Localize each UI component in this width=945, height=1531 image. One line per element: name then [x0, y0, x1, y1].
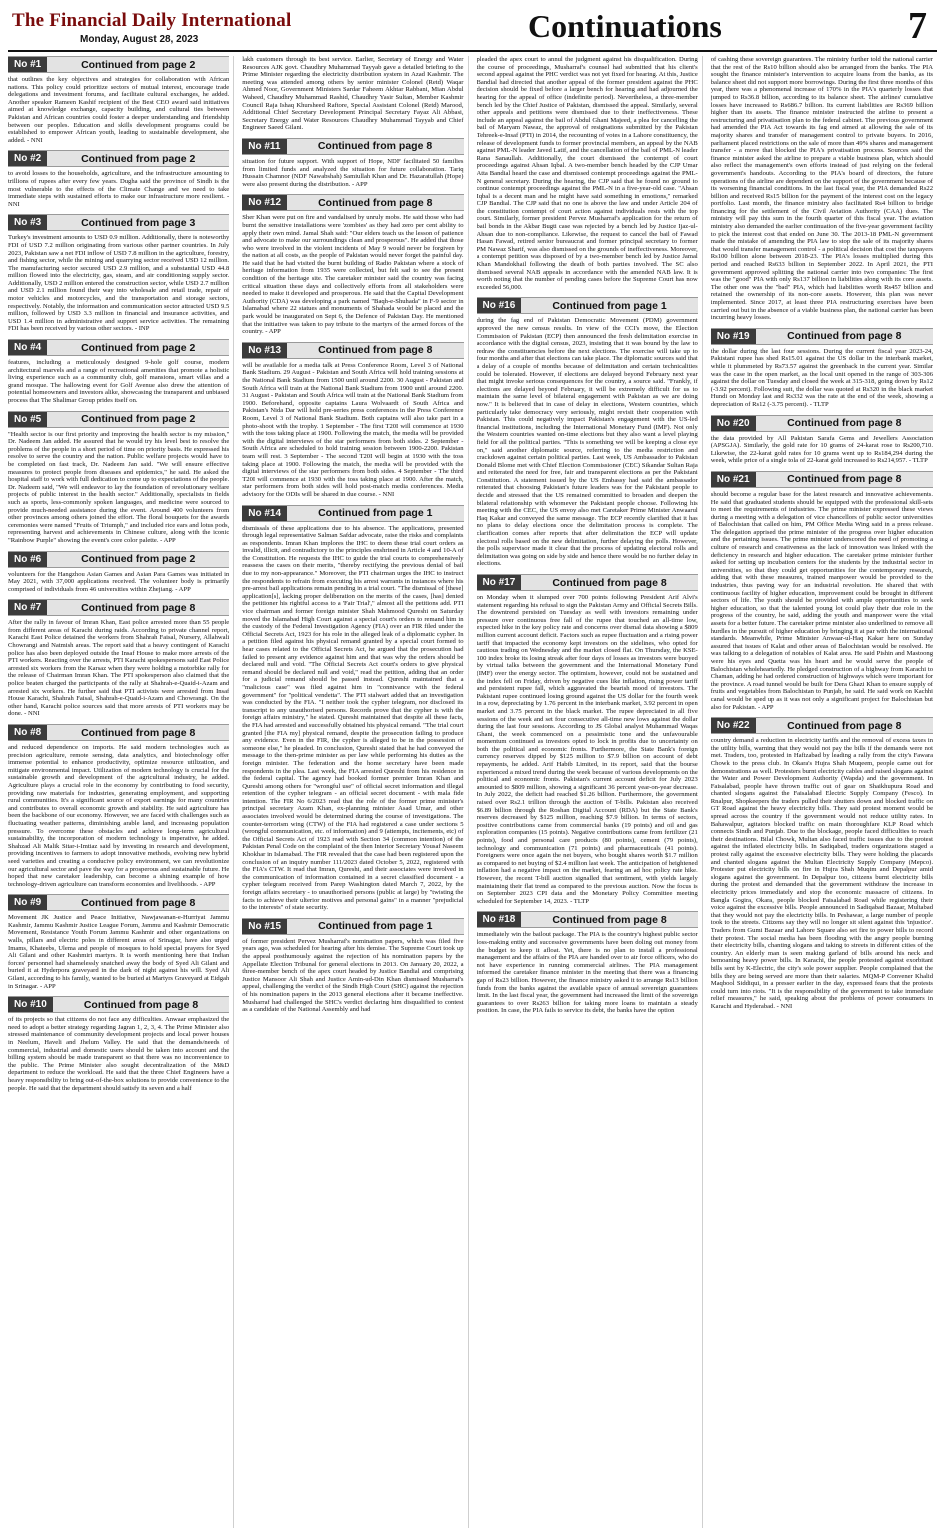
article-header-bar [242, 918, 463, 935]
article-header-bar [242, 505, 463, 522]
article-body-text: on Monday when it slumped over 700 points following President Arif Alvi's statement regarding his refusal to sign the Pakistan Army and Official Secrets Bills. The downtrend persisted on Tuesday as well with investors remaining under pressure over continuous free fall of the rupee that touched an all-time low, expected hike in the key policy rate and concerns over dismal data showing a $809 million current account deficit. Factors such as rupee fluctuation and a rising power tariff that impacted the economy kept investors on the sidelines, who opted for cautious trading on Wednesday and the market closed flat. On Thursday, the KSE-100 index broke its losing streak after four days of losses as investors were buoyed by virtual talks between the government and the International Monetary Fund (IMF) over the energy sector. The optimism, however, could not be sustained and the index fell on Friday, driven by negative cues like inflation, rising power tariff and persistent rupee fall, which aggravated the bearish mood of investors. The Pakistani rupee continued losing ground against the US dollar for the fourth week in a row, depreciating by 1.76 percent in the interbank market, 3.92 percent in open market and 3.75 percent in the black market. The rupee depreciated in all five sessions of the week and set four consecutive all-time new lows against the dollar during the last four sessions. According to JS Global analyst Muhammad Waqas Ghani, the week commenced on a pessimistic tone and the unfavourable momentum continued as investors opted to lock in profits due to uncertainty on both the political and economic fronts. Furthermore, the State Bank's foreign currency reserves dipped by $125 million to $7.9 billion on account of debt repayments, he added. Arif Habib Limited, in its report, said that the bourse experienced a mixed trend during the week because of various developments on the political and economic fronts. Pakistan's current account deficit for July 2023 amounted to $809 million, showing a significant 36 percent year-on-year decrease. In July 2022, the deficit had reached $1.26 billion. Furthermore, the government raised over Rs2.1 trillion through the auction of T-bills. Pakistan also received $6.89 billion through the Roshan Digital Account (RDA) but the State Bank's reserves decreased by $125 million, reaching $7.9 billion. In terms of sectors, positive contributions came from commercial banks (19 points) and oil and gas exploration companies (15 points). Negative contributions came from fertilizer (21 points), food and personal care products (80 points), cement (79 points), technology and communication (71 points) and pharmaceuticals (41 points). Foreigners were once again the net buyers, who bought shares worth $1.7 million as compared to net buying of $2.4 million last week. The anticipation of heightened inflation had a negative impact on the market, fearing an ad hoc policy rate hike. However, the recent T-bill auction signalled that sentiment, with yields largely maintaining their flat trend as compared to the previous auction. Now the focus is on September 2023 CPI data and the Monetary Policy Committee meeting scheduled for September 14, 2023. - TLTP [476, 594, 698, 905]
article-header-bar [8, 996, 229, 1013]
article-body-text: pleaded the apex court to annul the judgment against his disqualification. During the course of proceedings, Musharraf's counsel had submitted that his client's second appeal against the PHC verdict was not yet fixed for hearing. At this, Justice Bandial had directed that another appeal of the former president against the PHC decision should be fixed before a larger bench for hearing and had adjourned the hearing for the appeal of office (indefinite period). Nevertheless, a three-member bench led by the Chief Justice of Pakistan, dismissed the appeal. Similarly, several other appeals and petitions were dismissed due to their ineffectiveness. These include an appeal against the bail of Abdul Ghani Majeed, a plea for cancelling the bail of Maryam Nawaz, the approval of resignations submitted by the Pakistan Tehreek-e-Insaf (PTI) in 2014, the recounting of votes in a Lahore constituency, the release of development funds to former provincial members, an appeal by the NAB against PML-N leader Javed Latif, and the cancellation of the bail of PML-N leader Rana Sanaullah. Additionally, the court dismissed the contempt of court proceedings against Ahsan Iqbal. A two-member bench headed by the CJP Umar Atta Bandial heard the case and dismissed contempt proceedings against the PML-N general secretary. During the hearing, the CJP said that he found no ground to continue contempt proceedings against the PML-N in a five-year-old case. "Ahsan Iqbal is a decent man and he might have said something in emotions," remarked CJP Bandial. The CJP said that no one is above the law and under Article 204 of the constitution contempt of court action against individuals rests with the top court. Similarly, former president Pervez Musharraf's application for the return of bail bonds in the Akbar Bugti case was rejected by a bench led by Justice Ijaz-ul-Ahsan due to non-compliance. Likewise, the request to cancel the bail of Fawad Hasan Fawad, retired senior bureaucrat and former principal secretary to former PM Nawaz Sharif, was also dismissed on the grounds of ineffectiveness. Moreover, a contempt petition was disposed of by a two-member bench led by Justice Jamal Khan Mandokhail following the death of both parties involved. The SC also dismissed several NAB appeals in accordance with the amended NAB law. It is worth noting that the number of pending cases before the Supreme Court has now exceeded 56,000. [476, 56, 698, 291]
page-number: 7 [908, 5, 927, 47]
article-body-text: will be available for a media talk at Press Conference Room, Level 3 of National Bank Stadium. 29 August - Pakistan and South Africa will hold training sessions at the National Bank Stadium from 1500 until around 2200. 30 August - Pakistan and South Africa will train at the National Bank Stadium from 1900 until around 2200. 31 August - Pakistan and South Africa will train at the National Bank Stadium from 1900. Beforehand, opposite captains Laura Wolvaardt of South Africa and Pakistan's Nida Dar will hold pre-series press conferences in the Press Conference Room, Level 3 of National Bank Stadium. Both captains will also take part in a photo-shoot with the trophy. 1 September - The first T20I will commence at 1930 with the toss taking place at 1900. Following the match, the media will be provided with the digital interviews of the star performers from both sides. 2 September - South Africa are scheduled to hold training session between 1900-2200. Pakistan team will rest. 3 September - The second T20I will begin at 1930 with the toss taking place at 1900. Following the match, the media will be provided with the digital interviews of the star performers from both sides. 4 September - The third T20I will commence at 1930 with the toss taking place at 1900. After the match, star performers from both sides will hold post-match media conferences. Media advisory for the ODIs will be shared in due course. - NNI [242, 361, 464, 498]
article-header-bar [477, 911, 698, 928]
article-body-text: of cashing these sovereign guarantees. The ministry further told the national carrier that the rest of the Rs10 billion should also be arranged from the banks. The PIA sought the finance minister's intervention to acquire loans from the banks, as its balance sheet did not support more borrowings. During the first three months of this year, there was a phenomenal increase of 170% in the PIA's quarterly losses that jumped to Rs36.8 billion, according to its balance sheet. The airlines' cumulative losses have increased to Rs686.7 billion. Its current liabilities are Rs369 billion higher than its assets. The finance minister instructed the airline to present a restructuring and privatisation plan to the federal cabinet. The previous government had amended the PIA Act towards its fag end aimed at allowing the sale of its majority shares and transfer of management control to private buyers. In 2016, parliament placed restrictions on the sale of more than 49% shares and management transfer - a move that blocked the PIA's privatisation process. Sources said the finance minister asked the airline to prepare a viable business plan, which should also reflect the management's own efforts instead of just relying on the federal government's handouts. According to the PIA's board of directors, the future operations of the airline are dependent on the support of the government because of its worsening financial conditions. In the last fiscal year, the PIA demanded Rs22 billion and received Rs15 billion for the payment of the interest cost on the legacy portfolio. Last month, the finance ministry also facilitated Rs4 billion to bridge financing for the settlement of the Civil Aviation Authority (CAA) dues. The ministry will pay this sum in the fourth quarter of this fiscal year. The aviation ministry also demanded the earlier continuation of the five-year government facility to pick the interest cost that ended on June 30. The 2013-18 PML-N government made the mistake of amending the PIA law to stop the sale of its majority shares that would transfer management control - a political decision that cost the taxpayers Rs100 billion alone between 2018-23. The PIA's losses multiplied during this period and reached Rs633 billion in September 2022. In April 2021, the PTI government approved splitting the national carrier into two companies: The first was the "good" PIA with only Rs137 billion in liabilities along with its core assets. The other one was the "bad" PIA, which had liabilities worth Rs457 billion and retained the ownership of its non-core assets. However, this plan was never implemented. Since 2017, at least three PIA restructuring exercises have been carried out but in the absence of a viable business plan, the national carrier has been incurring heavy losses. [710, 56, 933, 322]
continued-from-label: Continued from page 2 [81, 553, 196, 565]
article-header-bar [242, 138, 463, 155]
continuation-article [8, 339, 229, 405]
article-header-bar [8, 56, 229, 73]
article-body-text: during the fag end of Pakistan Democratic Movement (PDM) government approved the new census results. In view of the CCI's move, the Election Commission of Pakistan (ECP) then announced the fresh delimitation exercise in accordance with the digital census, 2023, insisting that it was bound by the law to redraw the constituencies before the next elections. The exercise will take up to four months and after that elections can take place. The diplomatic sources said that a delay of a couple of months because of delimitation and certain technicalities could be tolerated. However, if elections are delayed beyond February next year that might invoke serious consequences for the country, a source said. "Frankly, if elections are delayed beyond February, it will be extremely difficult for us to maintain the same level of bilateral engagement with Pakistan as we are doing now." It is believed that in case of delay in elections, Western countries, which particularly take democracy very seriously, might revisit their cooperation with Pakistan. This could negatively impact Pakistan's engagement with the US-led financial institutions, including the International Monetary Fund (IMF). Not only the Western countries wanted on-time elections but they also want a level playing field for all the political parties. "This is something we will be keeping a close eye on," said another diplomatic source, referring to the media restriction and crackdown against certain political parties. Last week, US Ambassador to Pakistan Donald Blome met with Chief Election Commissioner (CEC) Sikandar Sultan Raja and reiterated the need for free, fair and transparent elections as per the Pakistani Constitution. A statement issued by the US Embassy had said the ambassador reiterated that choosing Pakistan's future leaders was for the Pakistani people to decide and stressed that the US remained committed to broaden and deepen the bilateral relationship with whomever the Pakistani people choose. Following his meeting with the CEC, the US envoy also met Caretaker Prime Minister Anwaarul Haq Kakar and conveyed the same message. The ECP recently clarified that it has no plans to delay elections once the delimitation process is complete. The clarification comes after reports that after delimitation the ECP will update electoral rolls based on the new delimitation, further delaying the polls. However, the polls supervisor made it clear that the process of updating electoral rolls and delimitation was going on side by side and hence there would be no further delay in elections. [476, 317, 698, 568]
continued-from-label: Continued from page 2 [81, 58, 196, 71]
article-number-badge: No #2 [8, 151, 47, 166]
article-body-text: situation for future support. With support of Hope, NDF facilitated 50 families from limited funds and analyzed the situation for future collaboration. Tariq Hussain Chamnor (NDF Nawabshah) Samiullah Khan and Dr. Hazaratullah (Hope) were also present during the distribution. - APP [242, 157, 464, 188]
article-body-text: After the rally in favour of Imran Khan, East police arrested more than 55 people from different areas of Karachi during raids. According to private channel report, Karachi East Police detained the workers from Shahrah Faisal, Nursery, Allahwali Chowrangi and Natmish areas. The report said that a heavy contingent of Karachi police has also been deployed outside the Insaf House to make more arrests of the PTI workers. Reacting over the arrests, PTI Karachi spokespersons said East Police arrested six workers from the Karsaz when they were holding a motorbike rally for the release of Chairman Imran Khan. The PTI spokesperson also claimed that the police beaten charged the participants of the rally at Shahrah-e-Quaid-i-Azam and arrested six workers. He further said that PTI activists were arrested from Insaf House Karachi, Shahrah Faisal, Shahrah-e-Quaid-i-Azam and Chowrangi. On the other hand, Karachi police sources said that more arrests of PTI workers may be done. - NNI [8, 619, 230, 718]
article-number-badge: No #17 [477, 575, 522, 590]
article-header-bar [8, 894, 229, 911]
article-body-text: country demand a reduction in electricity tariffs and the removal of excess taxes in the utility bills, warning that they would not pay the bills if the demands were not met. Traders, too, protested in Hafizabad by leading a rally from the city's Fawara Chowk to the press club. In Okara's Hujra Shah Muqeem, people came out for demonstrations as well. Protesters burnt electricity cables and raised slogans against the Water and Power Development Authority (Wapda) and the government. In Faisalabad, people have thrown traffic out of gear on Shaikhupura Road and chanted slogans against the Faisalabad Electric Supply Company (Fesco). In Rnalpur, Shopkeepers the traders pulled their shutters down and blocked traffic on GT Road against the heavy electricity bills. They said protest moment would be spread across the country if the government would not reduce utility rates. In Bahawalpur, agitators blocked traffic on main thoroughfare KLP Road which connects Sindh and Punjab. Due to the blockage, people faced difficulties to reach their destinations. Bilal Chowk, Multan also faced traffic issues due to the protest against the inflated electricity bills. In Sadiqabad, traders organizations staged a protest rally against the excessive electricity bills. They were holding the placards and chanted slogans against the Multan Electricity Supply Company (Mepco). Protester put electricity bills on fire in Hujra Shah Muqim and Depalpur amid slogans against the government. In Depalpur too, citizens burnt electricity bills during the protest and demanded that the government withdraw the increase in electricity prices immediately and stop the economic massacre of citizens. In Bangla Gogira, Okara, people blocked Faisalabad Road while registering their voice against the excessive bills. People announced in Sadiqabad Bazaar, Multabad that they would not pay the electricity bills. In Peshawar, a large number of people took to the streets. Citizens say they will no longer sit silent against this 'injustice'. Traders from Gumi Bazaar and Lahore Square also set fire to power bills to record their protest. The social media has been flooding with the angry people burning their electricity bills, chanting slogans and taking to streets in different cities of the country. An elderly man is seen making garland of bills around his neck and bemoaning heavy power bills. In Karachi, the people protested against exorbitant bills sent by K-Electric, the city's sole power supplier. People complained that the bills they are being served are more than their salaries. MQM-P Convener Khalid Maqbool Siddiqui, in a presser earlier in the day, expressed fears that the protests could turn into riots. "It is the responsibility of the government to take immediate relief measures," he said, speaking about the problems of power consumers in Karachi and Hyderabad. - NNI [710, 737, 933, 1010]
continued-from-label: Continued from page 8 [81, 896, 196, 909]
issue-date: Monday, August 28, 2023 [80, 34, 199, 45]
continuation-article [242, 194, 463, 336]
article-number-badge: No #3 [8, 215, 47, 230]
continuation-article [8, 56, 229, 144]
article-number-badge: No #6 [8, 552, 47, 567]
continued-from-label: Continued from page 8 [787, 330, 902, 343]
article-number-badge: No #7 [8, 600, 47, 615]
article-body-text: that outlines the key objectives and strategies for collaboration with African nations. This policy could prioritize sectors of mutual interest, encourage trade delegations and investment forums, and facilitate cultural exchanges, he added. Another speaker Rameen Kashif recipient of the Best CEO award said initiatives aimed at knowledge exchange, capacity building, and cultural ties between Pakistan and African countries could foster a deeper understanding and friendship between our peoples. Education and skills development programs could be established to empower African youth, leading to sustainable development, she added. - NNI [8, 76, 230, 144]
continuation-article [242, 918, 463, 1014]
continued-from-label: Continued from page 8 [318, 196, 433, 209]
continuation-article [242, 56, 463, 132]
article-number-badge: No #22 [711, 718, 756, 733]
article-body-text: immediately win the bailout package. The PIA is the country's highest public sector loss-making entity and successive governments have been doling out money from the budget to keep it afloat. Yet, there is no plan to install a professional management and the affairs of the PIA are handed over to air force officers, who do not have experience in running commercial airlines. The PIA management informed the caretaker finance minister in the meeting that there was a financing gap of Rs23 billion. However, the finance ministry asked it to arrange Rs13 billion funds from the banks against the available space of annual sovereign guarantees limit. In the last fiscal year, the government had increased the limit of the sovereign guarantees to over Rs263 billion for taking more loans to maintain a steady position. In case, the PIA fails to service its debt, the banks have the option [476, 931, 698, 1015]
continued-from-label: Continued from page 8 [81, 601, 196, 614]
section-title: Continuations [528, 8, 722, 44]
continued-from-label: Continued from page 8 [787, 473, 902, 486]
article-body-text: volunteers for the Hangzhou Asian Games and Asian Para Games was initiated in May 2021, with 37,000 applications received. The volunteer body is primarily comprised of individuals from 46 universities within Zhejiang. - APP [8, 570, 230, 593]
article-number-badge: No #1 [8, 57, 47, 72]
article-number-badge: No #21 [711, 472, 756, 487]
article-header-bar [8, 339, 229, 356]
continuation-article [477, 911, 698, 1015]
column-3 [477, 56, 703, 1528]
continuation-article [8, 150, 229, 208]
masthead [8, 6, 937, 52]
continued-from-label: Continued from page 2 [81, 341, 196, 354]
article-body-text: "Health sector is our first priority and improving the health sector is my mission," Dr. Nadeem Jan added. He assured that he would try his level best to resolve the problems of the people in a short period of time on priority basis. He expressed his resolve to serve the country and the nation. Public welfare projects would have to be completed on fast track, Dr. Nadeem Jan said. "We will ensure effective measures to protect people from diseases and epidemics," he said. He asked the hospital staff to work with full dedication to come up to expectations of the people. Dr. Nadeem said, "We will endeavor to lay the foundation of revolutionary welfare projects of public interest in the health sector." Additionally, specialists in fields such as sports, less-commonly spoken languages, and medicine were sourced to provide much-needed assistance during the event. Around 400 volunteers from other provinces among others joined the effort. The floral bouquets for the awards ceremonies were named "Fruits of Triumph," and included rice ears and lotus pods, representing harvest and achievements in Chinese culture, along with the iconic "Rainbow Purple" showing the event's core color palette. - APP [8, 430, 230, 544]
article-number-badge: No #5 [8, 412, 47, 427]
continuation-article [711, 56, 933, 322]
continued-from-label: Continued from page 8 [318, 344, 433, 357]
article-header-bar [8, 150, 229, 167]
article-header-bar [477, 297, 698, 314]
continued-from-label: Continued from page 2 [81, 413, 196, 426]
continued-from-label: Continued from page 8 [317, 140, 433, 153]
continuation-article [8, 411, 229, 545]
continuation-article [8, 551, 229, 594]
article-header-bar [711, 717, 933, 734]
continuation-article [477, 574, 698, 905]
article-header-bar [711, 328, 933, 345]
article-body-text: dismissals of these applications due to his absence. The applications, presented through legal representative Salman Safdar advocate, raise the risks and complaints as respondents. Imran Khan implores the IHC to deem these trial court orders as invalid, illicit, and contradictory to the principles enshrined in Article 4 and 10-A of the Constitution. He requests the IHC to guide the trial courts to comprehensively reassess the cases on their merits, "thereby rectifying the previous denial of bail due to my non-appearance." Moreover, the PTI chairman urges the IHC to instruct the respondents to refrain from executing his arrest warrants in instances where his pre-arrest bail applications remain pending in a trial court. "The dismissal of [these] application[s], lacking proper deliberation on the merits of the cases, [has] denied the petitioner his rightful access to a 'Fair Trial'," almost all the petitions add. PTI vice chairman and former foreign minister Shah Mahmood Qureshi on Saturday moved the Islamabad High Court against a special court's orders to remand him in the custody of the Federal Investigation Agency (FIA) over an FIR filed under the Official Secrets Act, 1923 for his role in the alleged leak of a diplomatic cypher. In a petition filed against his physical remand granted by a special court formed to hear cases related to the Official Secrets Act, he argued that the prosecution had failed to present any evidence against him and that was why the orders should be declared null and void. "The Official Secrets Act court's orders to give physical remand should be declared null and void," read the petition, adding that an order for a judicial remand should be passed instead. Qureshi maintained that a "malicious case" was filed against him in "connivance with the federal government" for "political vendetta". The PTI stalwart added that an investigation was conducted by the FIA. "I neither took the cypher telegram, nor disclosed its transcript to any unauthorised persons. Records prove that the cypher is with the foreign affairs ministry," he stated. Qureshi maintained that despite all these facts, the FIA had arrested and successfully obtained his physical remand. "The trial court granted [the FIA my] physical remand, despite the prosecution failing to produce any evidence. Even in the FIR, the cypher is alleged to be in the possession of someone else," he pleaded. In conclusion, Qureshi stated that he had conveyed the message to the then-prime minister as per law while performing his duties as the foreign minister. The federation and the home secretary have been made respondents in the plea. Last week, the FIA arrested Qureshi from his residence in the federal capital. The agency had booked former premier Imran Khan and Qureshi among others for "wrongful use" of official secret information and illegal retention of the cypher telegram - an official secret document - with mala fide intention. The FIR No 6/2023 read that the role of the former prime minister's principal secretary Azam Khan, ex-planning minister Asad Umar, and other associates involved would be determined during the course of investigations. The counter-terrorism wing (CTW) of the FIA had registered a case under sections 5 (wrongful communication, etc. of information) and 9 (attempts, incitements, etc) of the Official Secrets Act of 1923 read with Section 34 (common intention) of the Pakistan Penal Code on the complaint of the then Interior Secretary Yousaf Naseem Khokhar in Islamabad. The FIR revealed that the case had been registered upon the conclusion of an inquiry number 111/2023 dated October 5, 2022, registered with the FIA's CTW. It read that Imran, Qureshi, and their associates were involved in the communication of information contained in a secret classified document - a cypher telegram received from Parep Washington dated March 7, 2022, by the foreign affairs secretary - to unauthorised persons (public at large) by "twisting the facts to achieve their ulterior motives and personal gains" in a manner "prejudicial to the interests" of state security. [242, 524, 464, 912]
article-body-text: of former president Pervez Musharraf's nomination papers, which was filed five years ago, was scheduled for hearing after his demise. The Supreme Court took up the appeal posthumously against the rejection of his nomination papers by the Appellate Election Tribunal for general elections in 2013. On January 20, 2022, a three-member bench of the apex court headed by Justice Bandial and comprising Justice Mansoor Ali Shah and Justice Amin-ud-Din Khan dismissed Musharraf's appeal, challenging the verdict of the Sindh High Court (SHC) against the rejection of his nomination papers in the 2013 general elections after it became ineffective. Musharraf had challenged the SHC's verdict declaring him disqualified to contest as a candidate of the National Assembly and had [242, 937, 464, 1014]
continuation-article [242, 342, 463, 499]
article-body-text: of its projects so that citizens do not face any difficulties. Anwaar emphasized the need to adopt a better strategy regarding Jagran 1, 2, 3, 4. The Prime Minister also stressed maintenance of community development projects and local power houses in Neelum, Haveli and Jhelum Valley. He said that the demands/needs of commercial, industrial and domestic users should be taken into account and the billing system should be made transparent so that there was no inconvenience to the public. The Prime Minister also sought decentralization of the M&D department to reduce the workload. He said that the three Chief Engineers have a heavy responsibility to bring out-of-the-box solutions to provide convenience to the people. He said that the department should satisfy its seven and a half [8, 1016, 230, 1092]
article-number-badge: No #16 [477, 298, 522, 313]
continuation-article [8, 996, 229, 1092]
article-body-text: should become a regular base for the latest research and innovative achievements. He said that graduated students should be equipped with the professional skill-sets to meet the requirements of industries. The prime minister expressed these views during a meeting with a delegation of vice chancellors of public sector universities of Balochistan that called on him, PM Office Media Wing said in a press release. The delegation apprised the prime minister of the progress over higher education and the pertaining issues. The prime minister underscored the need of promoting a culture of research and creativeness as the lack of innovation was linked with the deficiency in research and higher education. The caretaker prime minister further asked for setting up incubation centers for the students by the industrial sector in universities, so that they could get opportunities for the contemporary research, adding that with these measures, trained manpower would be provided to the industries, thus paving way for an industrial revolution. He shared that with continuous facility of higher education, improvement could be brought in different sectors of life. The youth should be provided with ample opportunities to seek higher education, so that the talented young lot could play their due role in the progress of the country, he said, adding the youth and manpower were the vital assets for a better future. The caretaker prime minister also underlined to remove all hurdles in the pursuit of higher education by bringing it at par with the international standards. Meanwhile, Prime Minister Anwaar-ul-Haq Kakar here on Sunday assured that issues of Kalat and other areas of Balochistan would be resolved. He was talking to a delegation of notables of Kalat area. He said Pishin and Mastoong were his eyes and Quetta was his heart and he would serve the people of Balochistan wholeheartedly. He pledged construction of a highway from Karachi to Chaman, adding he had ordered construction of highways which were important for the province. A road tunnel would be built for Dera Ghazi Khan to ensure supply of fruits and vegetables from Balochistan to Punjab, he said. He said work on Kachhi canal would be sped up as it was not only a significant project for Balochistan but also for Pakistan. - APP [710, 490, 933, 711]
newspaper-title: The Financial Daily International [12, 10, 292, 31]
article-header-bar [8, 599, 229, 616]
article-columns [8, 56, 937, 1528]
article-header-bar [242, 194, 463, 211]
article-body-text: Movement JK Justice and Peace Initiative, Nawjawanan-e-Hurriyat Jammu Kashmir, Jammu Kashmir Justice League Forum, Jammu and Kashmir Democratic Movement, Resistance Youth Forum Jammu Kashmir and other organizations on walls, pillars and electric poles in different areas of Srinagar, have also urged Imams, Khateebs, Ulema and people of mosques to hold special prayers for Syed Ali Gilani and other Kashmiri martyrs. It is worth mentioning here that Indian forces' personnel had shamelessly snatched away the body of Syed Ali Gilani and buried it at Hyderpora graveyard in the dark of night against his will. Syed Ali Gilani, according to his family, wanted to be buried at Martyrs Graveyard at Eidgah in Srinagar. - APP [8, 914, 230, 990]
continued-from-label: Continued from page 1 [552, 299, 667, 312]
continuation-article [711, 471, 933, 711]
continuation-article [8, 214, 229, 333]
continued-from-label: Continued from page 1 [318, 920, 433, 933]
article-header-bar [711, 471, 933, 488]
article-number-badge: No #9 [8, 895, 47, 910]
article-number-badge: No #19 [711, 329, 756, 344]
article-number-badge: No #10 [8, 997, 53, 1012]
continued-from-label: Continued from page 8 [552, 576, 667, 589]
article-body-text: Sher Khan were put on fire and vandalised by unruly mobs. He said those who had burnt the sensitive installations were 'zombies' as they had zero per cent ability to apply their own mind. Jamal Shah said: "Our elders teach us the lesson of patience and advocate to make our surroundings clean and prosperous". He added that those who were involved in the violent incidents of May 9 would never be forgiven by the nation at all costs, as the people of Pakistan would never forget the painful day. He said that he had visited the burnt building of Radio Pakistan where a stock of heritage information from 1935 were collected, but felt sad to see the present condition of the heritage site. The caretaker minister said the country was facing critical situation these days and collectively efforts from all stakeholders were needed to make it developed and prosperous. He said that the Capital Development Authority (CDA) was developing a park named "Baqh-e-Shuhada" in F-9 sector in Islamabad where 22 statues and monuments of Shahada would be placed and the park would be inaugurated on Sept 6, the Defence of Pakistan Day. He mentioned that the initiative was taken to pay tribute to the martyrs of the armed forces of the country. - APP [242, 214, 464, 336]
article-number-badge: No #11 [242, 139, 286, 154]
continued-from-label: Continued from page 1 [318, 507, 433, 519]
continuation-article [711, 415, 933, 465]
continuation-article [8, 894, 229, 990]
article-number-badge: No #15 [242, 919, 287, 934]
article-header-bar [8, 214, 229, 231]
article-header-bar [8, 411, 229, 428]
article-body-text: the dollar during the last four sessions. During the current fiscal year 2023-24, Pakistani rupee has shed Rs15.01 against the US dollar in the interbank market, while it plummeted by Rs73.57 against the greenback in the current year. Similar was the case in the open market, as the local unit opened in the range of 303-306 against the dollar on Tuesday and closed the week at 315-318, going down by Rs12 (-3.92 percent). Following suit, the dollar was quoted at Rs320 in the black market Hundi on Monday last and Rs332 was the rate at the end of the week, showing a depreciation of Rs12 (-3.75 percent). - TLTP [710, 347, 933, 408]
article-header-bar [477, 574, 698, 591]
article-body-text: Turkey's investment amounts to USD 0.9 million. Additionally, there is noteworthy FDI of USD 7.2 million originating from various other partner countries. In July 2023, Pakistan saw a net FDI inflow of USD 7.8 million in the agriculture, forestry, and fishing sector, while the mining and quarrying sector received USD 12 million. The manufacturing sector secured USD 2.9 million, and a substantial USD 44.8 million flowed into the electricity, gas, steam, and air conditioning supply sector. Additionally, USD 2 million entered the construction sector, while USD 2.7 million and USD 2.1 million found their way into wholesale and retail trade, repair of motor vehicles and motorcycles, and the transportation and storage sectors, respectively. Notably, the information and communication sector attracted USD 9.5 million, followed by USD 3.3 million in financial and insurance activities, and USD 1.4 million in administrative and support service activities. The remaining FDI has been received by various other sectors. - INP [8, 234, 230, 333]
article-number-badge: No #14 [242, 506, 287, 521]
continuation-article [242, 505, 463, 912]
article-header-bar [8, 551, 229, 568]
continuation-article [711, 328, 933, 409]
article-body-text: the data provided by All Pakistan Sarafa Gems and Jewellers Association (APSGJA). Similarly, the gold rate for 10 grams of 24-karat rose to Rs200,710. Likewise, the 22-karat gold rates for 10 grams went up to Rs184,294 during the week, while price of a single tola of 22-karat gold increased to Rs214,957. - TLTP [710, 434, 933, 465]
continuation-article [8, 724, 229, 888]
article-body-text: features, including a meticulously designed 9-hole golf course, modern architectural marvels and a range of recreational amenities that promote a holistic living experience such as a community club, golf mansions, smart villas and a grand mosque. The hallowing event for Golf Avenue also drew the attention of potential homeowners and investors alike, showcasing the transparent and unbiased process that The Shalimar Group prides itself on. [8, 359, 230, 404]
continuation-article [477, 56, 698, 291]
article-body-text: lakh customers through its best service. Earlier, Secretary of Energy and Water Resources AJK govt. Chaudhry Muhammad Tayyab gave a detailed briefing to the Prime Minister regarding the electricity distribution system in Azad Kashmir. The meeting was attended among others by senior minister Colonel (Retd) Waqar Ahmed Noor, Government Ministers Sardar Faheem Akhtar Rabbani, Mian Abdul Waheed, Chaudhry Muhammad Rashid, Chaudhry Yasir Sultan, Member Kashmir Council Raja Ishaq Khursheed Raftore, Special Assistant Colonel (Retd) Marood, Additional Chief Secretary Development Principal Secretary Fayaz Ali Abbasi, Secretary Energy and Water Resources Chaudhry Muhammad Tayyab and Chief Engineer Saeed Gilani. [242, 56, 464, 132]
article-header-bar [711, 415, 933, 432]
article-number-badge: No #4 [8, 340, 47, 355]
continuation-article [8, 599, 229, 718]
article-number-badge: No #12 [242, 195, 287, 210]
column-1 [8, 56, 234, 1528]
article-number-badge: No #20 [711, 416, 756, 431]
column-4 [711, 56, 937, 1528]
continuation-article [242, 138, 463, 188]
article-header-bar [242, 342, 463, 359]
continuation-article [711, 717, 933, 1010]
continued-from-label: Continued from page 8 [83, 998, 199, 1011]
continued-from-label: Continued from page 2 [81, 152, 196, 165]
continued-from-label: Continued from page 8 [81, 726, 196, 739]
article-number-badge: No #13 [242, 343, 287, 358]
continued-from-label: Continued from page 8 [787, 719, 902, 732]
article-number-badge: No #18 [477, 912, 522, 927]
article-body-text: to avoid losses to the households, agriculture, and the infrastructure amounting to trillions of rupees after every few years. Dugha said the province of Sindh is the most vulnerable to the effects of the Climate Change and we need to take immediate steps with sustained efforts to make our infrastructure more resilient. - NNI [8, 170, 230, 208]
column-2 [242, 56, 468, 1528]
article-body-text: and reduced dependence on imports. He said modern technologies such as precision agriculture, remote sensing, data analytics, and biotechnology offer immense potential to enhance productivity, optimize resource utilization, and mitigate environmental impact. Utilization of modern technology is crucial for the sustainable growth and development of the agricultural industry, he added. Agriculture plays a crucial role in the economy by contributing to food security, providing raw materials for industries, generating employment, and supporting rural communities. It's a significant source of export earnings for many countries and contributes to overall economic growth and stability. He said agriculture has been the backbone of our economy. However, we are faced with challenges such as fluctuating weather patterns, diminishing arable land, and increasing population pressure. To overcome these obstacles and achieve long-term agricultural sustainability, the incorporation of modern technology is imperative, he added. Shahzad Ali Malik Sitar-i-Imtiaz said by investing in research and development, providing incentives to farmers to adopt innovative methods, evolving new hybrid seed varieties and creating a conducive policy environment, we can revolutionize our agricultural sector and pave the way for a prosperous and sustainable future. He hoped that new caretaker leadership, can become a shining example of how technology-driven agriculture can transform economies and livelihoods. - APP [8, 744, 230, 888]
article-number-badge: No #8 [8, 725, 47, 740]
continued-from-label: Continued from page 8 [787, 417, 902, 430]
continuation-article [477, 297, 698, 568]
continued-from-label: Continued from page 3 [81, 216, 196, 229]
article-header-bar [8, 724, 229, 741]
continued-from-label: Continued from page 8 [552, 913, 667, 926]
